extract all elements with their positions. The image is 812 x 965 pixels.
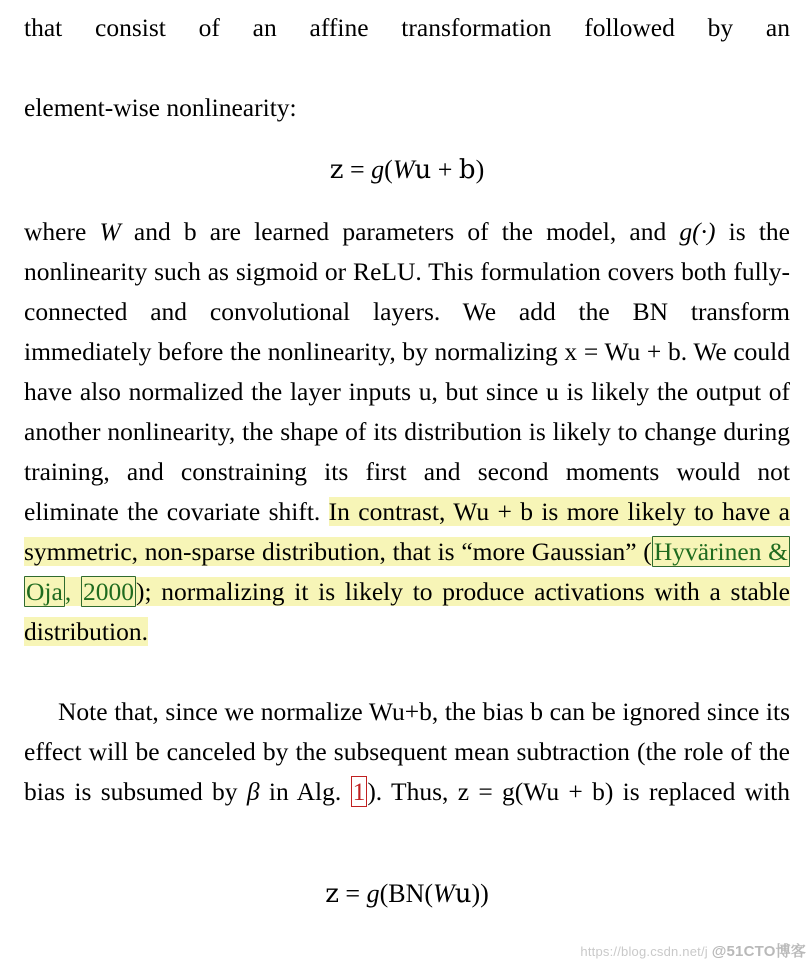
equation-2-lhs: z <box>325 879 339 909</box>
equation-2-equals: = <box>345 879 361 908</box>
equation-2-close-paren: ) <box>480 879 489 908</box>
watermark-brand: @51CTO博客 <box>711 943 806 960</box>
paragraph-where-text-c: is the nonlinearity such as sigmoid or ReLU. This formulation covers both fully-connected and convolutional layers. We add the BN transform immediately before the nonlinearity, by normalizing x = Wu + b. We could have also normalized the layer inputs u, but since u is likely the output of another nonlinearity, the shape of its distribution is likely to change during training, and constraining its first and second moments would not eliminate the covariate shift. <box>24 217 790 526</box>
equation-2-matrix: W <box>433 879 455 908</box>
equation-2-close-paren-inner: ) <box>471 879 481 908</box>
paragraph-where-text-a: where <box>24 217 100 246</box>
watermark <box>580 940 806 961</box>
equation-1-bias: b <box>458 155 476 185</box>
watermark-url: https://blog.csdn.net/j <box>580 944 708 959</box>
paragraph-where <box>24 212 790 692</box>
paragraph-where-text-b: and b are learned parameters of the model, and <box>120 217 680 246</box>
equation-1-close-paren: ) <box>475 155 485 184</box>
paragraph-note-text-b: in Alg. <box>259 777 351 806</box>
symbol-g: g(·) <box>679 217 716 246</box>
paragraph-note <box>24 692 790 852</box>
text-column <box>24 8 790 936</box>
highlighted-sentence-part1: In contrast, Wu + b is more likely to have a symmetric, non-sparse distribution, that is “more Gaussian” ( <box>24 497 790 566</box>
citation-separator: , <box>64 577 81 606</box>
equation-1-function: g <box>371 155 385 184</box>
equation-1-plus: + <box>437 155 453 184</box>
symbol-W: W <box>99 217 121 246</box>
highlighted-sentence-part2: ); normalizing it is likely to produce activations with a stable distribution. <box>24 577 791 646</box>
equation-1-input: u <box>414 155 432 185</box>
equation-2-open-paren: ( <box>379 879 389 908</box>
equation-2-function: g <box>366 879 380 908</box>
citation-year[interactable]: 2000 <box>82 577 134 606</box>
symbol-beta: β <box>246 777 260 806</box>
paragraph-intro-line2-wrap <box>24 88 790 128</box>
paragraph-note-text-c: ). Thus, z = g(Wu + b) is replaced with <box>367 777 790 806</box>
equation-2-bn: BN <box>388 879 425 908</box>
equation-1 <box>24 150 790 190</box>
citation-author[interactable]: Hyvärinen & Oja <box>26 537 789 606</box>
paragraph-intro-line1: that consist of an affine transformation followed by an <box>24 13 790 42</box>
equation-1-matrix: W <box>392 155 415 184</box>
equation-2 <box>24 874 790 914</box>
equation-1-equals: = <box>349 155 365 184</box>
equation-2-open-paren-inner: ( <box>424 879 434 908</box>
equation-1-open-paren: ( <box>384 155 393 184</box>
equation-1-lhs: z <box>329 155 344 185</box>
paragraph-intro-line2: element-wise nonlinearity: <box>24 93 297 122</box>
paragraph-intro <box>24 8 790 88</box>
algorithm-reference-link[interactable]: 1 <box>352 777 366 806</box>
equation-2-input: u <box>454 879 472 909</box>
paragraph-note-text-a: Note that, since we normalize Wu+b, the bias b can be ignored since its effect will be canceled by the subsequent mean subtraction (the role of the bias is subsumed by <box>24 697 790 806</box>
